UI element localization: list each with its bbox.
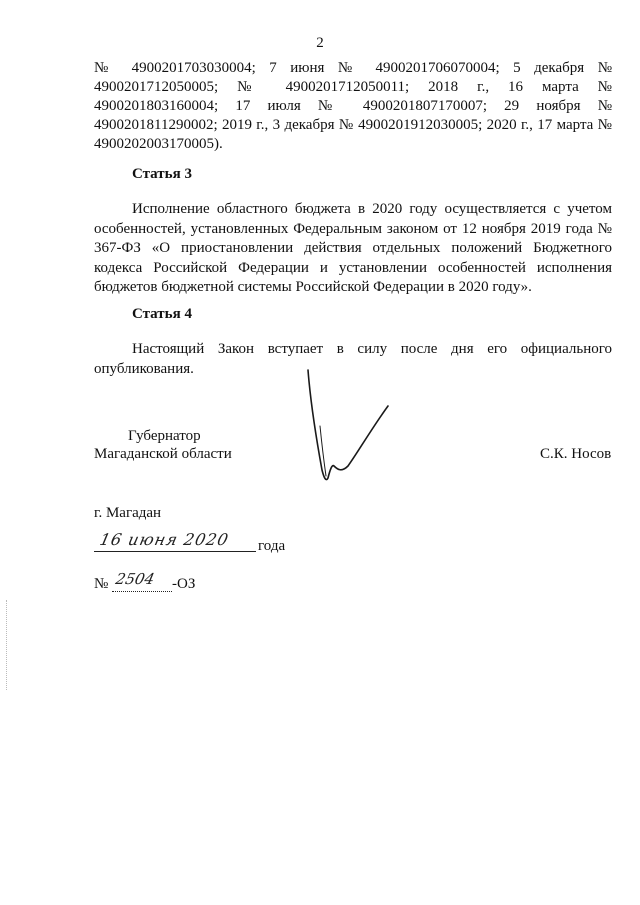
- signatory-name: С.К. Носов: [540, 446, 612, 462]
- law-number-line: [94, 570, 294, 598]
- handwritten-date: 16 июня 2020: [97, 530, 231, 549]
- date-suffix: года: [258, 538, 286, 554]
- date-underline: [94, 551, 256, 552]
- signatory-title-line2: Магаданской области: [94, 446, 232, 462]
- date-line: [94, 530, 354, 560]
- law-number-underline: [112, 591, 172, 592]
- article-4-body: Настоящий Закон вступает в силу после дня его официального опубликования.: [94, 341, 612, 377]
- article-3-heading: Статья 3: [132, 166, 192, 182]
- article-3-body: Исполнение областного бюджета в 2020 году осуществляется с учетом особенностей, установленных Федеральным законом от 12 ноября 2019 года № 367-ФЗ «О приостановлении действия отдельных положений Бюджетного кодекса Российской Федерации и установлении особенностей исполнения бюджетов бюджетной системы Российской Федерации в 2020 году».: [94, 201, 612, 295]
- law-number-suffix: -ОЗ: [172, 576, 196, 592]
- continuation-paragraph: № 4900201703030004; 7 июня № 4900201706070004; 5 декабря № 4900201712050005; № 4900201712050011; 2018 г., 16 марта № 4900201803160004; 17 июля № 4900201807170007; 29 ноября № 4900201811290002; 2019 г., 3 декабря № 4900201912030005; 2020 г., 17 марта № 4900202003170005).: [94, 60, 612, 152]
- handwritten-law-number: 2504: [114, 570, 157, 588]
- article-4-heading: Статья 4: [132, 306, 192, 322]
- place-of-signing: г. Магадан: [94, 505, 162, 521]
- signatory-title-line1: Губернатор: [128, 428, 201, 444]
- scan-margin-marks: [6, 600, 9, 690]
- page-number: 2: [316, 35, 324, 51]
- handwritten-signature: [296, 366, 396, 501]
- law-number-prefix: №: [94, 576, 109, 592]
